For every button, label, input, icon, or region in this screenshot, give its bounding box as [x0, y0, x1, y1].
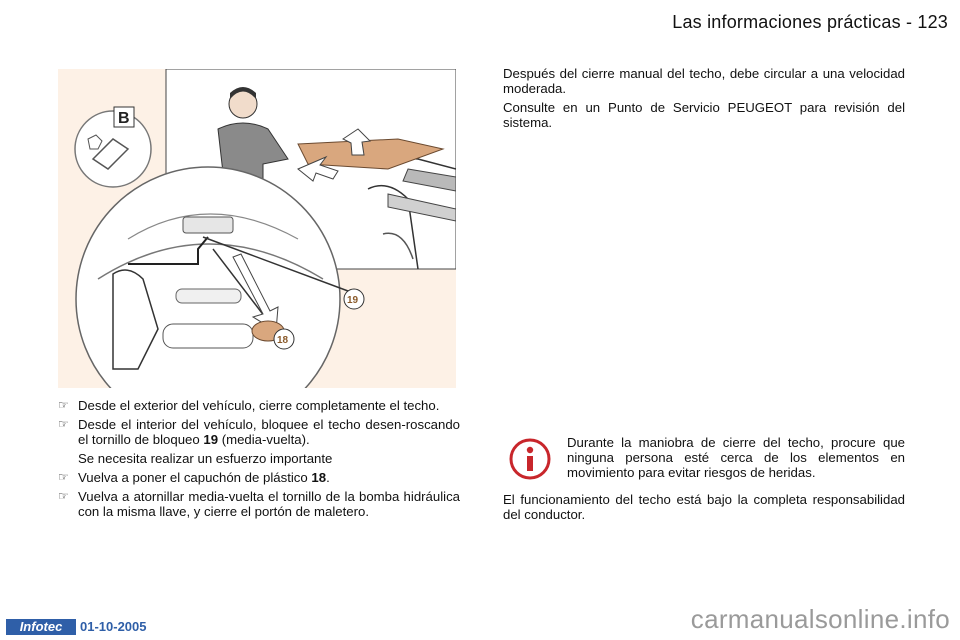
rear-mirror: [163, 324, 253, 348]
detail-b-label: B: [118, 110, 130, 127]
instruction-step-2-text-b: (media-vuelta).: [218, 432, 310, 447]
instruction-step-2-ref: 19: [203, 432, 219, 447]
roof-closing-illustration: [58, 69, 456, 388]
warning-box: [503, 433, 905, 485]
callout-18-label: 18: [277, 335, 289, 346]
instruction-step-3: [58, 470, 460, 485]
responsibility-paragraph: El funcionamiento del techo está bajo la completa responsabilidad del conductor.: [503, 492, 905, 522]
roof-console: [183, 217, 233, 233]
pointing-hand-icon: ☞: [58, 417, 69, 431]
pointing-hand-icon: ☞: [58, 489, 69, 503]
instruction-step-1: [58, 398, 460, 413]
warning-text: Durante la maniobra de cierre del techo, procure que ninguna persona esté cerca de los elementos en movimiento para evitar riesgos de heridas.: [567, 435, 905, 480]
callout-19-label: 19: [347, 295, 359, 306]
watermark: carmanualsonline.info: [690, 604, 950, 634]
instruction-step-3-text-b: .: [326, 470, 330, 485]
instruction-step-4-text: Vuelva a atornillar media-vuelta el tornillo de la bomba hidráulica con la misma llave, y cierre el portón de maletero.: [78, 489, 460, 519]
service-point-paragraph: Consulte en un Punto de Servicio PEUGEOT para revisión del sistema.: [503, 100, 905, 130]
instruction-step-2: [58, 417, 460, 447]
detail-b-circle: [75, 111, 151, 187]
light-cluster: [176, 289, 241, 303]
page-header-title: Las informaciones prácticas - 123: [672, 12, 948, 32]
pointing-hand-icon: ☞: [58, 470, 69, 484]
info-warning-icon: [508, 437, 552, 481]
instruction-step-3-ref: 18: [311, 470, 327, 485]
footer-date: 01-10-2005: [80, 619, 147, 634]
instruction-step-2-text-a: Desde el interior del vehículo, bloquee el techo desen-roscando el tornillo de bloqueo: [78, 417, 460, 447]
right-column-text: [503, 66, 905, 134]
instruction-step-4: [58, 489, 460, 519]
effort-note: Se necesita realizar un esfuerzo importante: [78, 451, 333, 466]
left-column-instructions: [58, 398, 460, 523]
infotec-logo: Infotec: [6, 619, 76, 635]
instruction-step-1-text: Desde el exterior del vehículo, cierre completamente el techo.: [78, 398, 440, 413]
moderate-speed-paragraph: Después del cierre manual del techo, debe circular a una velocidad moderada.: [503, 66, 905, 96]
pointing-hand-icon: ☞: [58, 398, 69, 412]
instruction-step-3-text-a: Vuelva a poner el capuchón de plástico: [78, 470, 312, 485]
